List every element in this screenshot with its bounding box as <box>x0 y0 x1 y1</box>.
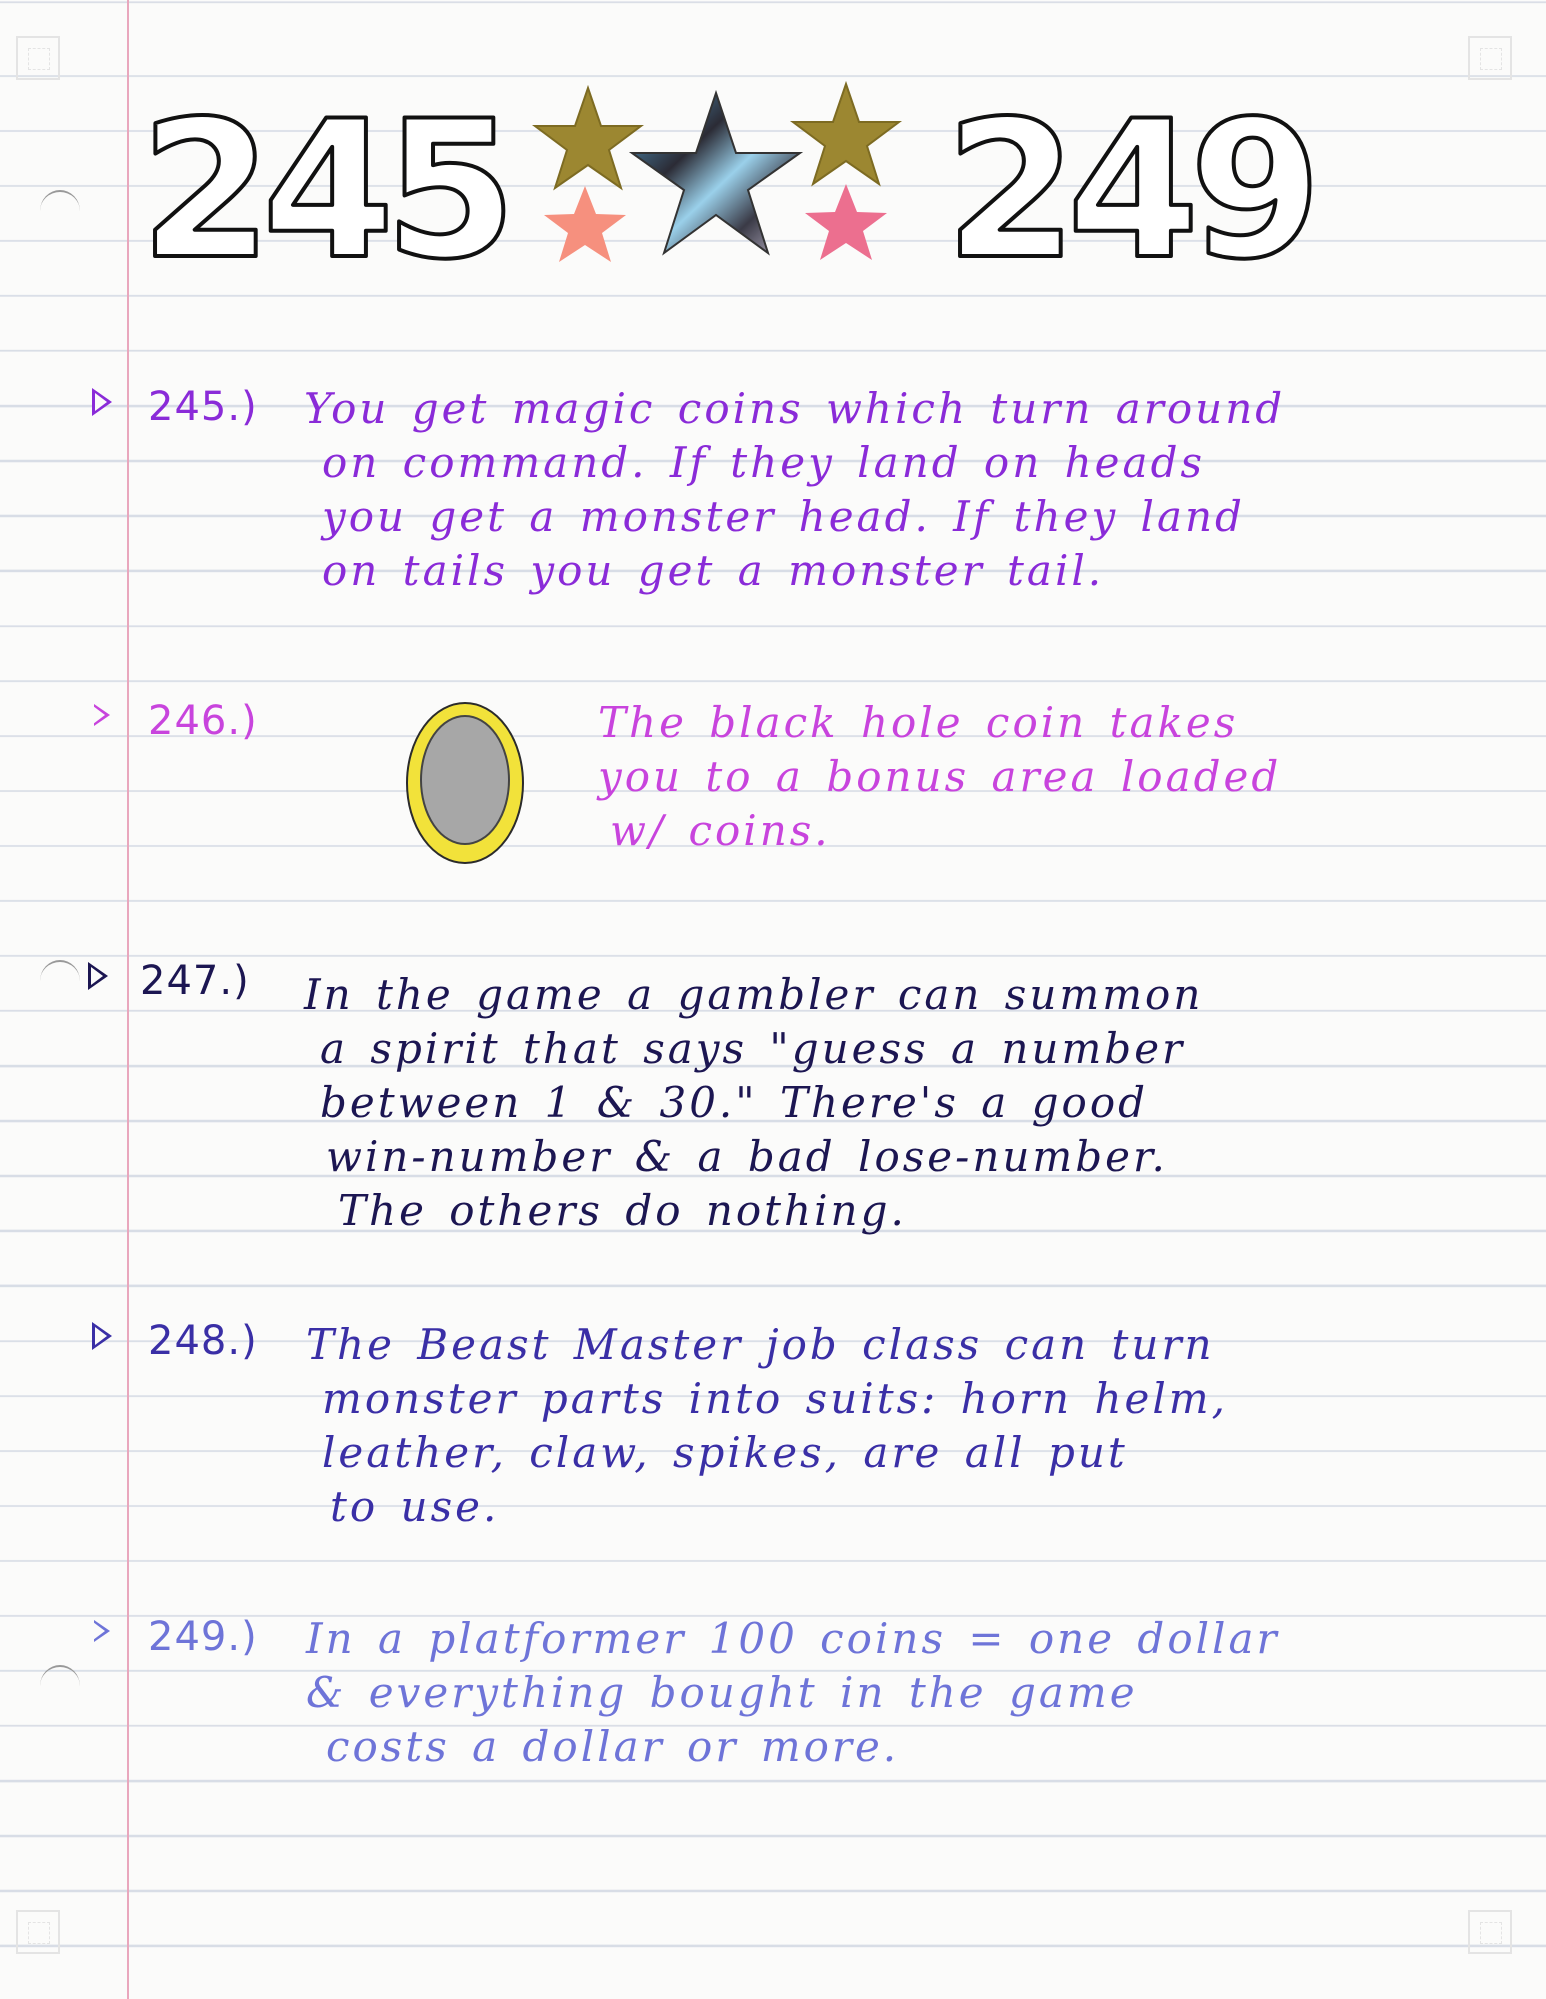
text-line: In a platformer 100 coins = one dollar <box>306 1614 1280 1663</box>
text-line: The black hole coin takes <box>598 698 1239 747</box>
entry-text <box>304 382 1285 598</box>
text-line: you to a bonus area loaded <box>598 752 1282 801</box>
range-start-title: 245 <box>140 80 507 288</box>
text-line: on tails you get a monster tail. <box>322 546 1105 595</box>
entry-number: 245.) <box>148 384 258 430</box>
triangle-bullet-icon <box>94 704 110 726</box>
range-end-title: 249 <box>945 80 1312 288</box>
text-line: monster parts into suits: horn helm, <box>322 1374 1228 1423</box>
page-header <box>140 68 1350 288</box>
text-line: a spirit that says "guess a number <box>320 1024 1186 1073</box>
entry-text <box>306 1612 1280 1774</box>
text-line: The others do nothing. <box>338 1186 907 1235</box>
corner-mark-bottom-left <box>16 1910 60 1954</box>
entry-number: 247.) <box>140 958 250 1004</box>
black-hole-coin-icon <box>402 698 528 868</box>
pink-star-sticker-left <box>544 186 626 262</box>
triangle-bullet-icon <box>94 1620 110 1642</box>
entry-text <box>306 1318 1228 1534</box>
entry-number: 246.) <box>148 698 258 744</box>
gold-star-sticker-right <box>793 84 899 184</box>
entry-text <box>598 696 1281 858</box>
text-line: You get magic coins which turn around <box>304 384 1286 433</box>
text-line: between 1 & 30." There's a good <box>320 1078 1148 1127</box>
text-line: to use. <box>330 1482 500 1531</box>
text-line: In the game a gambler can summon <box>304 970 1204 1019</box>
text-line: win-number & a bad lose-number. <box>326 1132 1168 1181</box>
entry-number: 248.) <box>148 1318 258 1364</box>
text-line: costs a dollar or more. <box>326 1722 900 1771</box>
text-line: & everything bought in the game <box>306 1668 1138 1717</box>
corner-mark-bottom-right <box>1468 1910 1512 1954</box>
corner-mark-top-left <box>16 36 60 80</box>
pink-star-sticker-right <box>805 184 887 260</box>
text-line: you get a monster head. If they land <box>322 492 1245 541</box>
text-line: leather, claw, spikes, are all put <box>322 1428 1128 1477</box>
triangle-bullet-icon <box>88 962 108 990</box>
entry-number: 249.) <box>148 1614 258 1660</box>
punch-hole-mark-1 <box>40 190 80 232</box>
margin-line <box>127 0 129 1999</box>
text-line: on command. If they land on heads <box>322 438 1206 487</box>
punch-hole-mark-3 <box>40 1665 80 1707</box>
punch-hole-mark-2 <box>40 960 80 1002</box>
corner-mark-top-right <box>1468 36 1512 80</box>
holographic-star-sticker <box>632 93 800 253</box>
triangle-bullet-icon <box>92 388 112 416</box>
text-line: The Beast Master job class can turn <box>306 1320 1215 1369</box>
entry-text <box>304 968 1203 1238</box>
triangle-bullet-icon <box>92 1322 112 1350</box>
text-line: w/ coins. <box>610 806 831 855</box>
gold-star-sticker-left <box>535 88 641 188</box>
